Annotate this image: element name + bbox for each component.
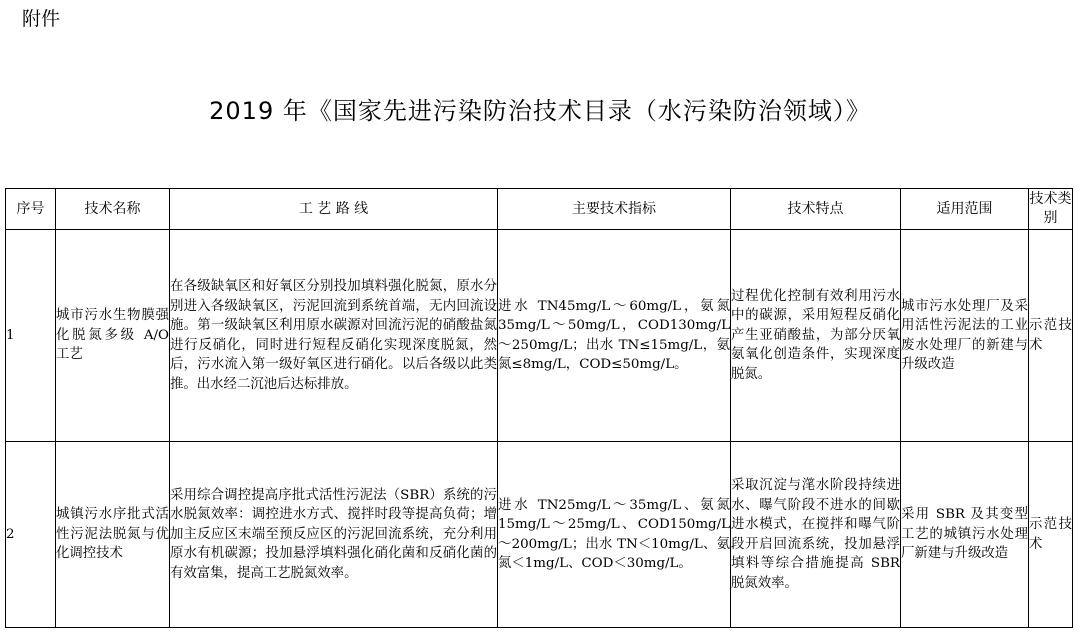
cell-category: 示范技术 xyxy=(1029,442,1073,628)
column-header-features: 技术特点 xyxy=(731,189,901,230)
column-header-name: 技术名称 xyxy=(56,189,170,230)
cell-features: 过程优化控制有效利用污水中的碳源，采用短程反硝化产生亚硝酸盐，为部分厌氧氨氧化创造条件，实现深度脱氮。 xyxy=(731,230,901,442)
column-header-scope: 适用范围 xyxy=(901,189,1029,230)
column-header-category: 技术类别 xyxy=(1029,189,1073,230)
cell-name: 城市污水生物膜强化脱氮多级 A/O 工艺 xyxy=(56,230,170,442)
page-title: 2019 年《国家先进污染防治技术目录（水污染防治领域）》 xyxy=(209,97,871,125)
cell-route: 在各级缺氧区和好氧区分别投加填料强化脱氮，原水分别进入各级缺氧区，污泥回流到系统首端，无内回流设施。第一级缺氧区利用原水碳源对回流污泥的硝酸盐氮进行反硝化，同时进行短程反硝化实现深度脱氮，然后，污水流入第一级好氧区进行硝化。以后各级以此类推。出水经二沉池后达标排放。 xyxy=(170,230,498,442)
cell-category: 示范技术 xyxy=(1029,230,1073,442)
column-header-no: 序号 xyxy=(6,189,56,230)
cell-name: 城镇污水序批式活性污泥法脱氮与优化调控技术 xyxy=(56,442,170,628)
cell-no: 2 xyxy=(6,442,56,628)
column-header-index: 主要技术指标 xyxy=(498,189,731,230)
cell-route: 采用综合调控提高序批式活性污泥法（SBR）系统的污水脱氮效率：调控进水方式、搅拌时段等提高负荷；增加主反应区末端至预反应区的污泥回流系统，充分利用原水有机碳源；投加悬浮填料强化硝化菌和反硝化菌的有效富集，提高工艺脱氮效率。 xyxy=(170,442,498,628)
cell-index: 进水 TN25mg/L～35mg/L、氨氮 15mg/L～25mg/L、COD150mg/L～200mg/L；出水 TN＜10mg/L、氨氮＜1mg/L、COD＜30mg/L。 xyxy=(498,442,731,628)
cell-no: 1 xyxy=(6,230,56,442)
table-row xyxy=(6,230,1073,442)
technology-catalog-table xyxy=(5,188,1073,628)
table-header-row xyxy=(6,189,1073,230)
cell-scope: 采用 SBR 及其变型工艺的城镇污水处理厂新建与升级改造 xyxy=(901,442,1029,628)
cell-scope: 城市污水处理厂及采用活性污泥法的工业废水处理厂的新建与升级改造 xyxy=(901,230,1029,442)
attachment-label: 附件 xyxy=(22,8,61,30)
table-row xyxy=(6,442,1073,628)
cell-index: 进水 TN45mg/L～60mg/L，氨氮 35mg/L～50mg/L，COD130mg/L～250mg/L；出水 TN≤15mg/L，氨氮≤8mg/L，COD≤50mg/L。 xyxy=(498,230,731,442)
column-header-route: 工 艺 路 线 xyxy=(170,189,498,230)
cell-features: 采取沉淀与滗水阶段持续进水、曝气阶段不进水的间歇进水模式，在搅拌和曝气阶段开启回流系统，投加悬浮填料等综合措施提高 SBR 脱氮效率。 xyxy=(731,442,901,628)
